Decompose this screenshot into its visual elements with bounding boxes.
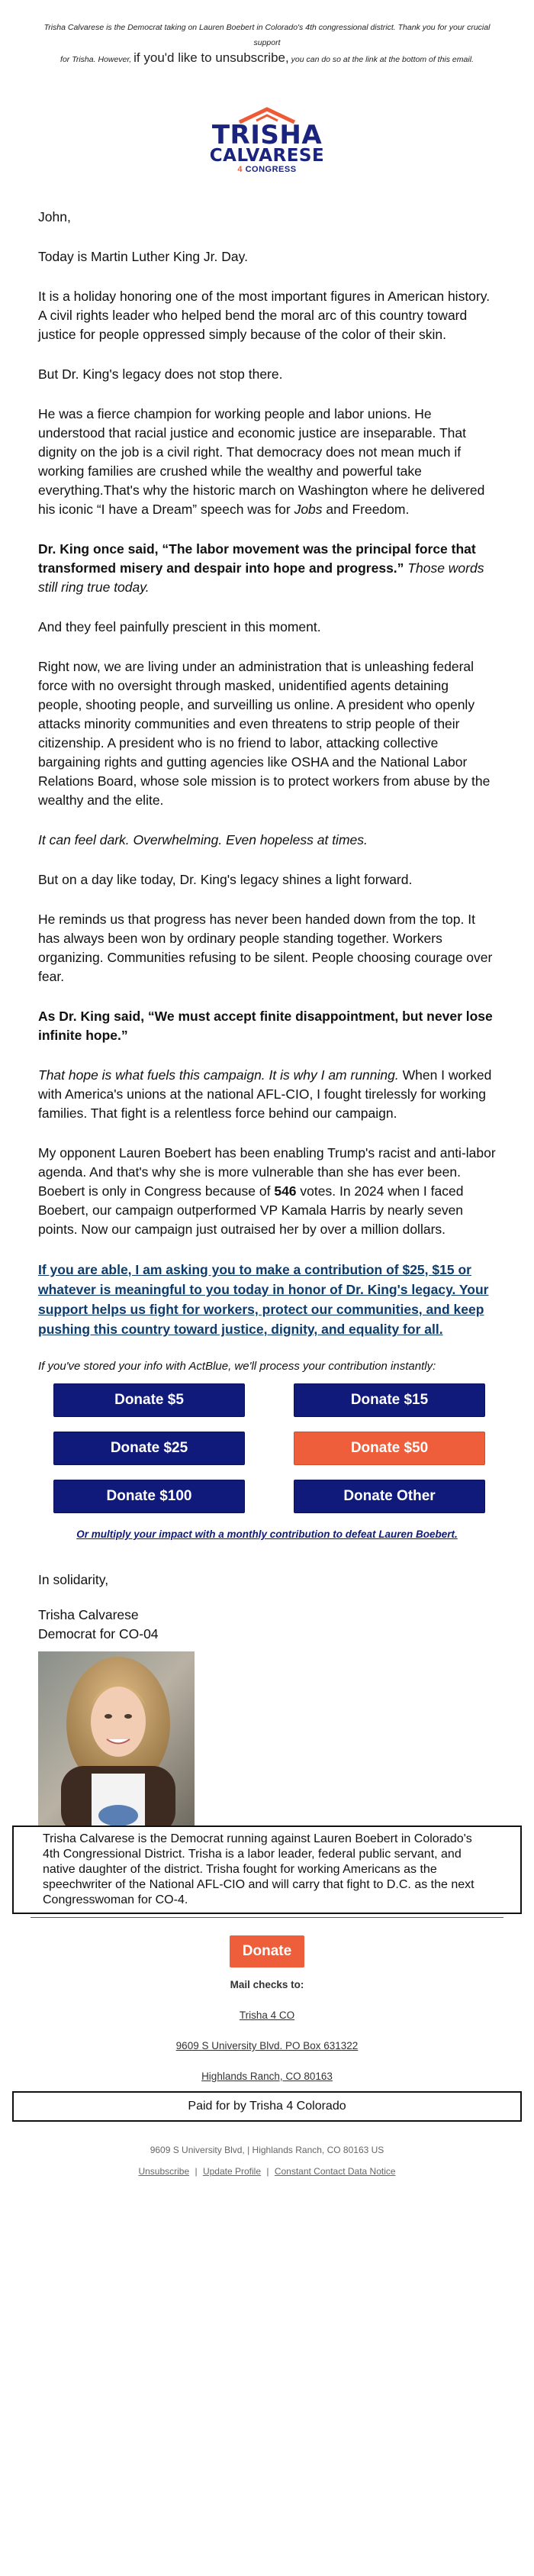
contribution-link[interactable]: If you are able, I am asking you to make a contribution of $25, $15 or whatever is meaningful to you today in honor of Dr. King's legacy. Your support helps us fight for workers, protect our communities, and keep pushing this country toward justice, dignity, and equality for all. <box>38 1262 489 1337</box>
paragraph-12-text: When I worked with America's unions at the national AFL-CIO, I fought tirelessly for working families. That fight is a relentless force behind our campaign. <box>38 1067 492 1121</box>
greeting: John, <box>38 209 71 224</box>
paragraph-8 <box>38 831 496 850</box>
footer-separator: | <box>195 2166 198 2177</box>
logo-congress-word: CONGRESS <box>243 165 297 174</box>
mail-city-link[interactable]: Highlands Ranch, CO 80163 <box>201 2071 333 2082</box>
candidate-portrait-image <box>38 1651 195 1825</box>
bottom-donate-button[interactable]: Donate <box>230 1935 304 1968</box>
paragraph-3: But Dr. King's legacy does not stop there. <box>38 366 283 382</box>
paragraph-13 <box>38 1144 496 1239</box>
donate-100-button[interactable]: Donate $100 <box>53 1480 245 1513</box>
paragraph-7: Right now, we are living under an administration that is unleashing federal force with no oversight through masked, unidentified agents detaining people, shooting people, and surveilling us online. A president who openly attacks minority communities and even threatens to strip people of their citizenship. A president who is no friend to labor, attacking collective bargaining rights and gutting agencies like OSHA and the National Labor Relations Board, whose sole mission is to protect workers from abuse by the wealthy and the elite. <box>38 659 491 808</box>
logo-district-number: 4 <box>237 165 243 174</box>
signer-title: Democrat for CO-04 <box>38 1626 159 1641</box>
donate-5-button[interactable]: Donate $5 <box>53 1383 245 1417</box>
labor-quote-comment: Those words still ring true today. <box>38 560 484 595</box>
paragraph-12-italic: That hope is what fuels this campaign. It is why I am running. <box>38 1067 399 1083</box>
signer-name: Trisha Calvarese <box>38 1607 139 1622</box>
logo-name-last: CALVARESE <box>209 146 325 166</box>
paragraph-4-text: He was a fierce champion for working people and labor unions. He understood that racial justice and economic justice are inseparable. That dignity on the job is a civil right. That democracy does not mean much if working families are crushed while the wealthy and powerful take everything.That's why the historic march on Washington where he delivered his iconic “I have a Dream” speech was for <box>38 406 485 517</box>
email-body <box>0 208 534 1339</box>
monthly-contribution-link[interactable]: Or multiply your impact with a monthly contribution to defeat Lauren Boebert. <box>76 1528 458 1540</box>
update-profile-link[interactable]: Update Profile <box>202 2166 261 2177</box>
hope-quote: As Dr. King said, “We must accept finite disappointment, but never lose infinite hope.” <box>38 1009 493 1043</box>
paragraph-13-text: My opponent Lauren Boebert has been enabling Trump's racist and anti-labor agenda. And that's why she is more vulnerable than she has ever been. Boebert is only in Congress because of <box>38 1145 496 1199</box>
divider <box>31 1917 503 1918</box>
donate-50-button[interactable]: Donate $50 <box>294 1432 485 1465</box>
footer-links <box>0 2166 534 2177</box>
logo-name-first: TRISHA <box>211 120 323 150</box>
footer <box>0 2145 534 2177</box>
paragraph-6: And they feel painfully prescient in this moment. <box>38 619 321 634</box>
donate-other-button[interactable]: Donate Other <box>294 1480 485 1513</box>
footer-address: 9609 S University Blvd, | Highlands Ranch, CO 80163 US <box>150 2145 384 2155</box>
donate-button-grid <box>53 1383 534 1513</box>
donate-15-button[interactable]: Donate $15 <box>294 1383 485 1417</box>
unsubscribe-notice: if you'd like to unsubscribe, <box>134 50 289 65</box>
paragraph-5 <box>38 540 496 597</box>
preheader <box>0 0 534 67</box>
signoff <box>0 1570 534 1644</box>
paragraph-1: Today is Martin Luther King Jr. Day. <box>38 249 248 264</box>
closing: In solidarity, <box>38 1572 109 1587</box>
paragraph-4 <box>38 405 496 519</box>
mail-street-link[interactable]: 9609 S University Blvd. PO Box 631322 <box>175 2040 359 2051</box>
candidate-bio-box <box>12 1825 522 1914</box>
paid-for-disclaimer: Paid for by Trisha 4 Colorado <box>12 2091 522 2122</box>
actblue-note: If you've stored your info with ActBlue, we'll process your contribution instantly: <box>38 1360 436 1373</box>
campaign-logo <box>0 107 534 180</box>
paragraph-9: But on a day like today, Dr. King's legacy shines a light forward. <box>38 872 413 887</box>
labor-quote: Dr. King once said, “The labor movement was the principal force that transformed misery and despair into hope and progress.” <box>38 541 476 576</box>
mail-recipient-link[interactable]: Trisha 4 CO <box>239 2009 295 2021</box>
paragraph-12 <box>38 1066 496 1123</box>
paragraph-8-text: It can feel dark. Overwhelming. Even hopeless at times. <box>38 832 368 847</box>
paragraph-2: It is a holiday honoring one of the most important figures in American history. A civil rights leader who helped bend the moral arc of this country toward justice for people oppressed simply because of the color of their skin. <box>38 289 491 342</box>
paragraph-10: He reminds us that progress has never been handed down from the top. It has always been won by ordinary people standing together. Workers organizing. Communities refusing to be silent. People choosing courage over fear. <box>38 912 493 984</box>
preheader-text-end: you can do so at the link at the bottom of this email. <box>291 55 474 64</box>
candidate-photo <box>38 1651 195 1825</box>
preheader-line-1: Trisha Calvarese is the Democrat taking on Lauren Boebert in Colorado's 4th congressional district. Thank you for your crucial support <box>43 23 491 47</box>
footer-separator: | <box>266 2166 269 2177</box>
unsubscribe-link[interactable]: Unsubscribe <box>138 2166 190 2177</box>
paragraph-4-end: and Freedom. <box>322 502 410 517</box>
mail-heading: Mail checks to: <box>230 1979 304 1990</box>
candidate-bio: Trisha Calvarese is the Democrat running against Lauren Boebert in Colorado's 4th Congressional District. Trisha is a labor leader, federal public servant, and native daughter of the district. Trisha fought for working Americans as the speechwriter of the National AFL-CIO and will carry that fight to D.C. as the next Congresswoman for CO-4. <box>43 1832 474 1906</box>
vote-margin: 546 <box>274 1183 297 1199</box>
paragraph-11 <box>38 1007 496 1045</box>
preheader-line-2 <box>31 50 503 67</box>
paragraph-4-jobs: Jobs <box>294 502 323 517</box>
data-notice-link[interactable]: Constant Contact Data Notice <box>274 2166 396 2177</box>
mail-checks-section <box>0 1979 534 2082</box>
logo-congress <box>0 165 534 174</box>
donate-25-button[interactable]: Donate $25 <box>53 1432 245 1465</box>
preheader-text: for Trisha. However, <box>60 55 132 64</box>
paragraph-13-end: votes. In 2024 when I faced Boebert, our campaign outperformed VP Kamala Harris by nearly seven points. Now our campaign just outraised her by over a million dollars. <box>38 1183 464 1237</box>
